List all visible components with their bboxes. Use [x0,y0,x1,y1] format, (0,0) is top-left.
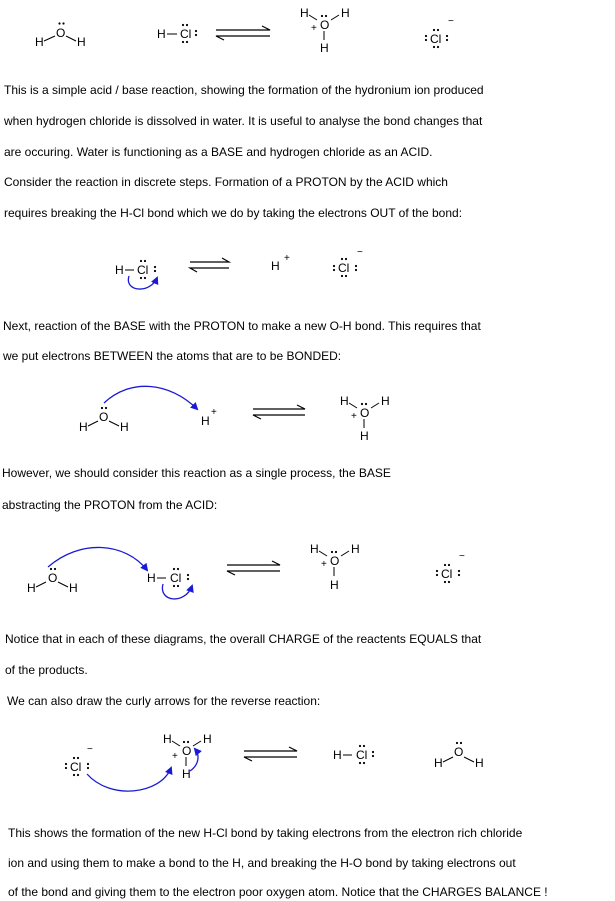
atom-h: H [120,420,129,434]
atom-h: H [333,748,342,762]
atom-h: H [182,767,191,781]
paragraph-1-line-2: when hydrogen chloride is dissolved in water. It is useful to analyse the bond changes that [4,114,483,128]
hydronium-ion [163,732,212,781]
atom-h: H [310,542,319,556]
paragraph-3-line-2: abstracting the PROTON from the ACID: [2,498,218,512]
hcl-molecule [333,745,374,764]
paragraph-5-line-3: of the bond and giving them to the electron poor oxygen atom. Notice that the CHARGES BALANCE ! [8,885,548,899]
plus-charge: + [351,411,357,422]
atom-h: H [157,27,166,41]
atom-h: H [320,41,329,55]
atom-o: O [56,26,66,40]
paragraph-1-line-3: are occuring. Water is functioning as a BASE and hydrogen chloride as an ACID. [4,145,433,159]
curly-arrow [48,547,147,570]
atom-h: H [341,6,350,20]
plus-charge: + [211,407,217,418]
hydronium-ion [340,394,390,443]
water-molecule [434,742,484,770]
plus-charge: + [321,559,327,570]
atom-cl: Cl [338,261,350,275]
atom-cl: Cl [430,32,442,46]
atom-o: O [330,554,340,568]
atom-h: H [77,35,86,49]
minus-charge: − [87,744,93,755]
hcl-molecule [147,568,189,587]
scheme-5 [65,732,484,791]
atom-h: H [330,578,339,592]
atom-h: H [340,394,349,408]
water-molecule [27,568,78,595]
atom-h: H [201,414,210,428]
equilibrium-arrow [227,561,280,575]
paragraph-5-line-2: ion and using them to make a bond to the H, and breaking the H-O bond by taking electrons out [8,856,516,870]
atom-h: H [434,756,443,770]
scheme-3 [79,386,390,443]
atom-cl: Cl [356,748,368,762]
atom-cl: Cl [170,571,182,585]
atom-h: H [300,6,309,20]
chloride-ion [333,247,363,277]
water-molecule [35,22,86,49]
atom-h: H [147,571,156,585]
atom-h: H [351,542,360,556]
atom-h: H [360,429,369,443]
atom-o: O [48,571,58,585]
atom-cl: Cl [180,27,192,41]
atom-h: H [475,756,484,770]
water-molecule [79,407,129,434]
atom-h: H [163,732,172,746]
curly-arrow [87,768,171,791]
scheme-2 [115,247,363,289]
atom-o: O [182,744,192,758]
atom-h: H [203,732,212,746]
equilibrium-arrow [190,258,229,272]
curly-arrow [128,276,157,289]
equilibrium-arrow [216,26,270,40]
proton [271,253,290,273]
atom-h: H [115,263,124,277]
paragraph-4-line-1: Notice that in each of these diagrams, the overall CHARGE of the reactents EQUALS that [5,632,482,646]
hcl-molecule [157,24,197,43]
plus-charge: + [311,23,317,34]
curly-arrow [104,386,197,409]
atom-o: O [454,745,464,759]
chloride-ion [65,744,93,776]
paragraph-2-line-1: Next, reaction of the BASE with the PROTON to make a new O-H bond. This requires that [3,319,481,333]
hcl-molecule [115,260,156,279]
equilibrium-arrow [253,405,305,419]
paragraph-2-line-2: we put electrons BETWEEN the atoms that are to be BONDED: [3,349,342,363]
atom-h: H [79,420,88,434]
atom-h: H [381,394,390,408]
chloride-ion [425,16,454,48]
scheme-4 [27,542,465,599]
atom-o: O [320,18,330,32]
paragraph-4-line-2: of the products. [5,663,88,677]
paragraph-1-line-4: Consider the reaction in discrete steps. Formation of a PROTON by the ACID which [4,175,448,189]
plus-charge: + [284,253,290,264]
scheme-1 [35,6,454,55]
atom-h: H [35,35,44,49]
atom-o: O [99,410,109,424]
atom-cl: Cl [70,760,82,774]
paragraph-3-line-1: However, we should consider this reaction as a single process, the BASE [2,466,391,480]
paragraph-4-line-3: We can also draw the curly arrows for the reverse reaction: [7,694,321,708]
atom-o: O [360,406,370,420]
paragraph-5-line-1: This shows the formation of the new H-Cl bond by taking electrons from the electron rich chloride [8,826,523,840]
atom-cl: Cl [441,567,453,581]
atom-h: H [69,581,78,595]
minus-charge: − [357,247,363,258]
hydronium-ion [300,6,350,55]
hydronium-ion [310,542,360,592]
chloride-ion [436,551,465,583]
proton [201,407,217,428]
equilibrium-arrow [244,747,297,761]
minus-charge: − [448,16,454,27]
plus-charge: + [172,751,178,762]
atom-cl: Cl [137,263,149,277]
atom-h: H [27,581,36,595]
paragraph-1-line-5: requires breaking the H-Cl bond which we do by taking the electrons OUT of the bond: [4,206,463,220]
paragraph-1-line-1: This is a simple acid / base reaction, showing the formation of the hydronium ion produced [4,83,484,97]
atom-h: H [271,259,280,273]
minus-charge: − [459,551,465,562]
